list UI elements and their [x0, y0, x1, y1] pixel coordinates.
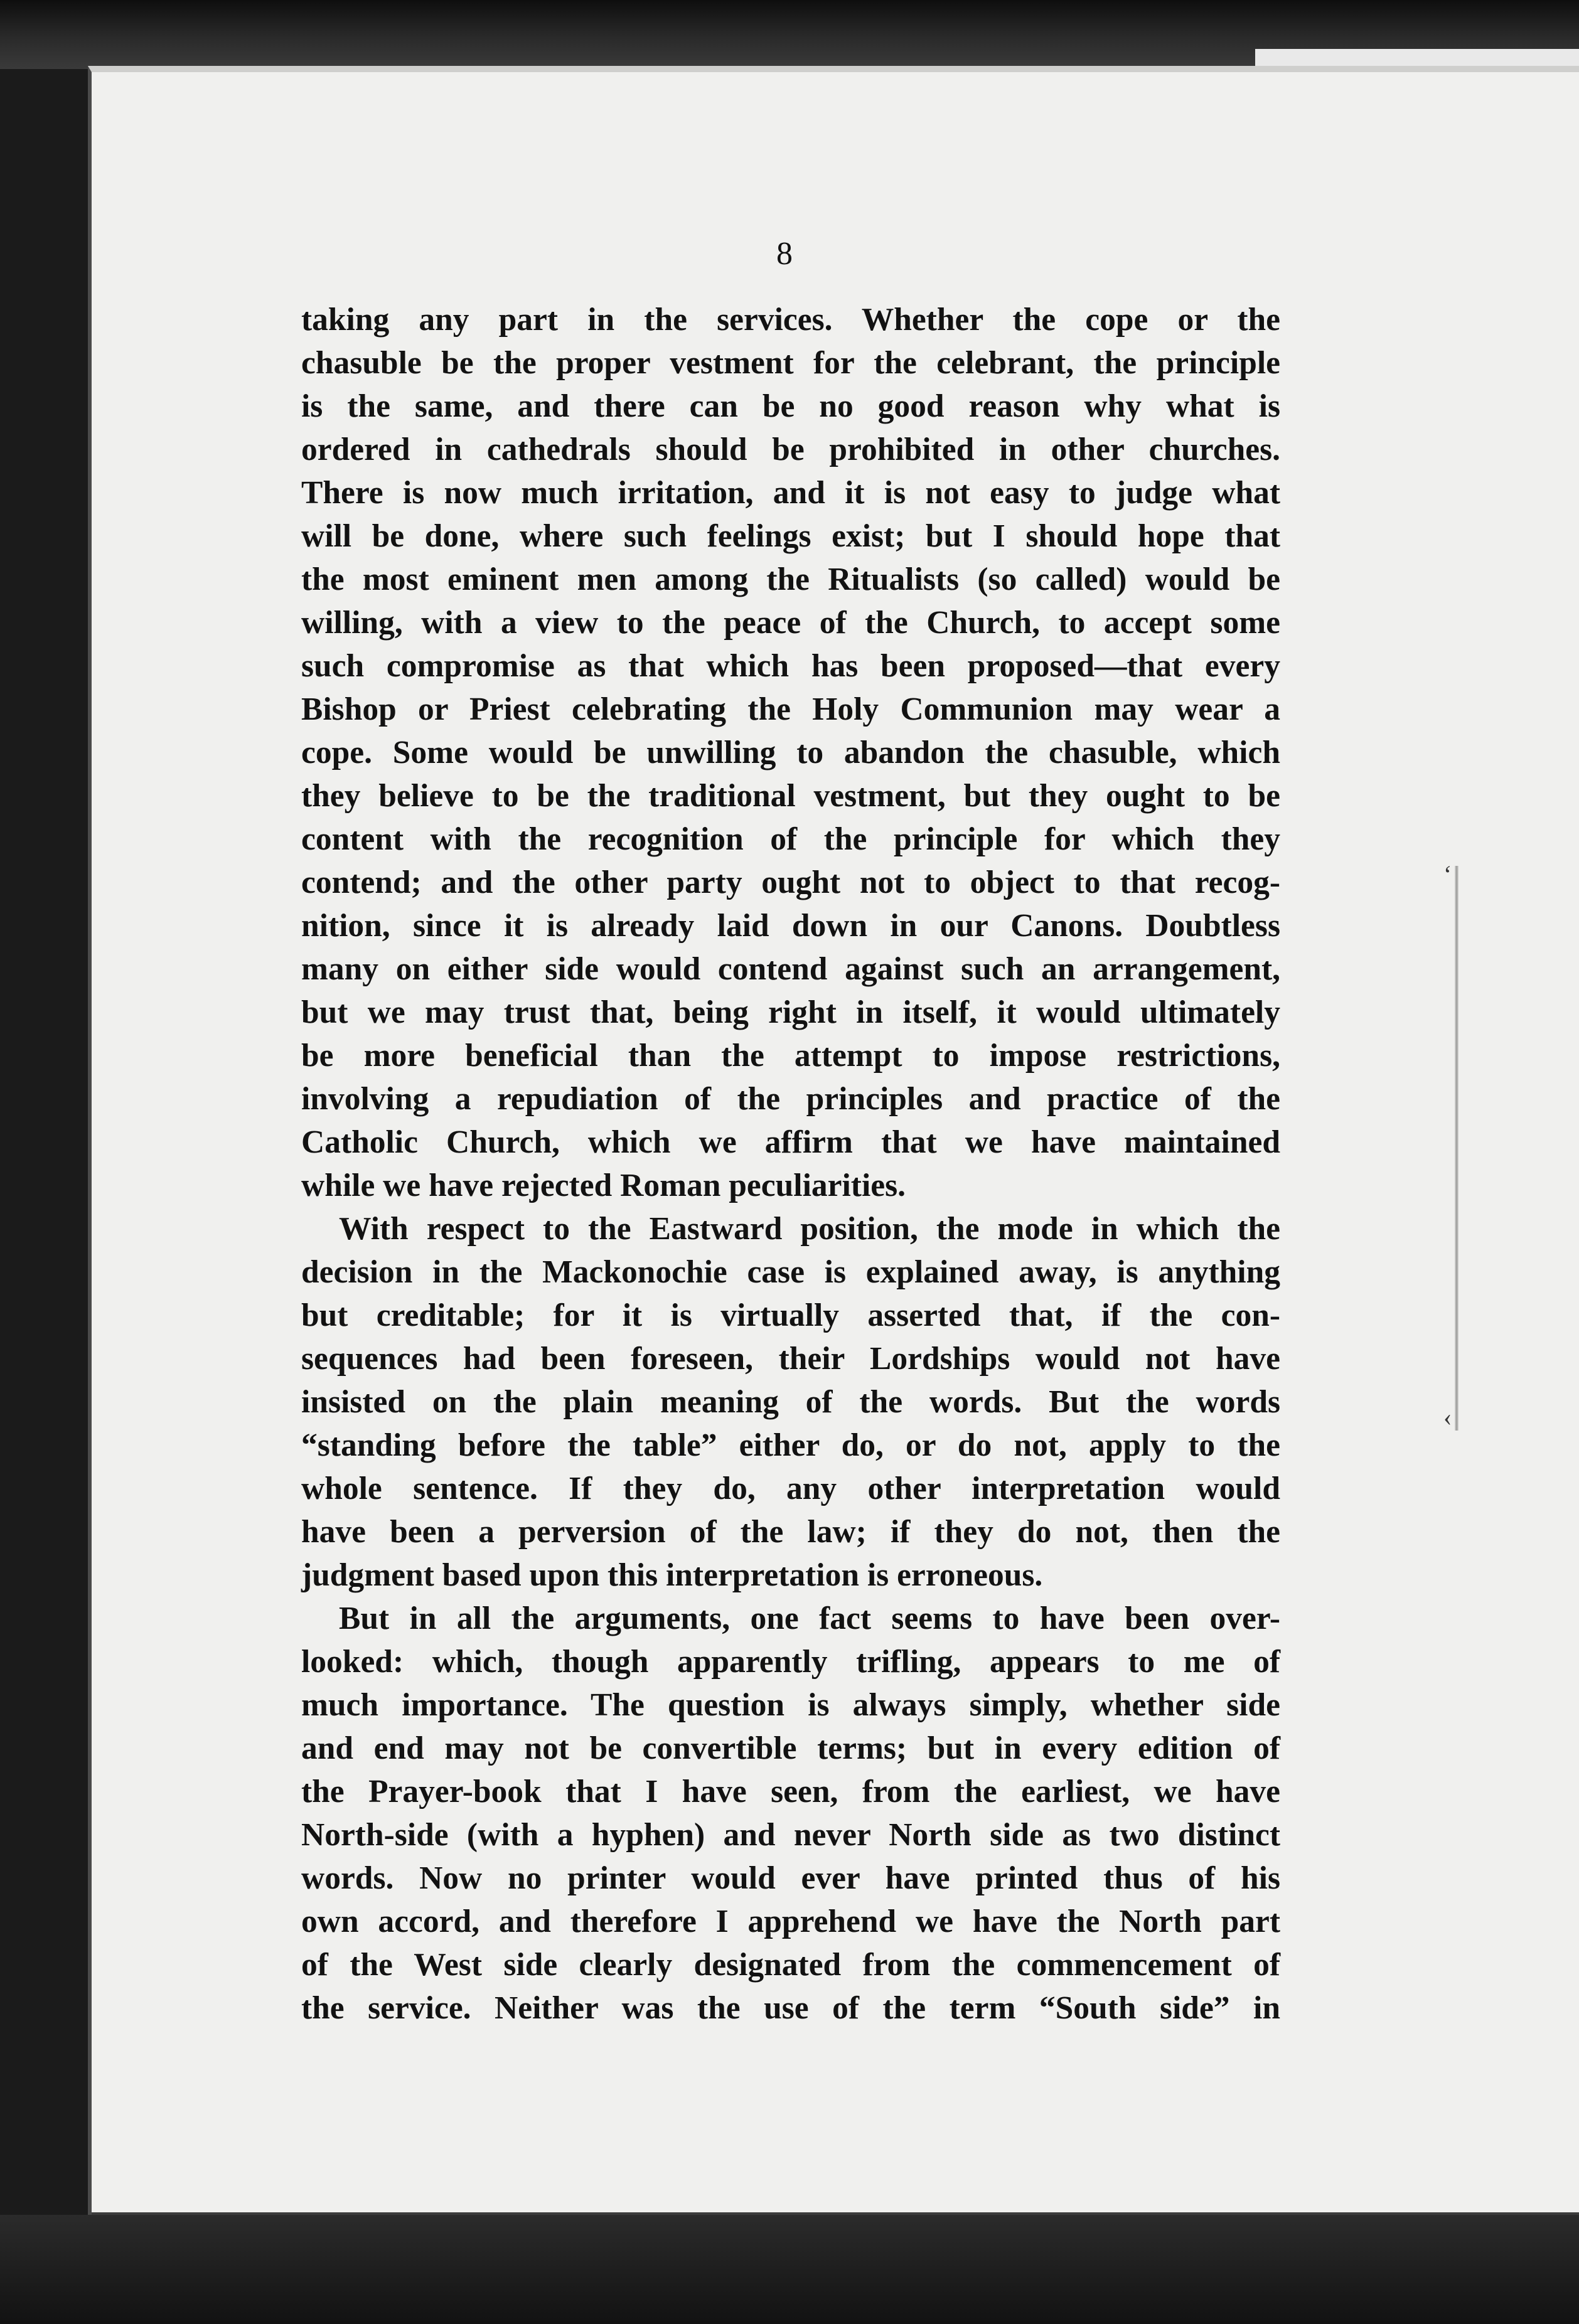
text-line: decision in the Mackonochie case is explained away, is anything [301, 1254, 1280, 1290]
text-line: There is now much irritation, and it is not easy to judge what [301, 475, 1280, 511]
text-line: such compromise as that which has been proposed—that every [301, 648, 1280, 684]
text-line: Bishop or Priest celebrating the Holy Communion may wear a [301, 691, 1280, 727]
text-line: judgment based upon this interpretation is erroneous. [301, 1557, 1043, 1593]
text-line: involving a repudiation of the principles and practice of the [301, 1081, 1280, 1117]
text-line: of the West side clearly designated from the commencement of [301, 1947, 1280, 1983]
scan-bottom-border [0, 2215, 1579, 2324]
text-line: will be done, where such feelings exist; but I should hope that [301, 518, 1280, 554]
text-line: sequences had been foreseen, their Lordships would not have [301, 1341, 1280, 1377]
text-line: North-side (with a hyphen) and never North side as two distinct [301, 1817, 1280, 1853]
text-line: the service. Neither was the use of the term “South side” in [301, 1990, 1280, 2026]
page-fold-crease [1455, 866, 1459, 1431]
text-line: taking any part in the services. Whether the cope or the [301, 302, 1280, 338]
fold-mark-top: ‘ [1443, 860, 1452, 888]
text-line: cope. Some would be unwilling to abandon the chasuble, which [301, 735, 1280, 770]
text-line: Catholic Church, which we affirm that we have maintained [301, 1124, 1280, 1160]
text-line: But in all the arguments, one fact seems to have been over- [339, 1601, 1280, 1636]
text-line: have been a perversion of the law; if they do not, then the [301, 1514, 1280, 1550]
text-line: the most eminent men among the Ritualists (so called) would be [301, 562, 1280, 597]
text-line: and end may not be convertible terms; but in every edition of [301, 1730, 1280, 1766]
text-line: be more beneficial than the attempt to impose restrictions, [301, 1038, 1280, 1074]
body-text [301, 298, 1280, 2030]
text-line: they believe to be the traditional vestment, but they ought to be [301, 778, 1280, 814]
text-line: words. Now no printer would ever have printed thus of his [301, 1860, 1280, 1896]
text-line: much importance. The question is always simply, whether side [301, 1687, 1280, 1723]
text-line: ordered in cathedrals should be prohibited in other churches. [301, 432, 1280, 467]
text-line: content with the recognition of the principle for which they [301, 821, 1280, 857]
text-line: willing, with a view to the peace of the Church, to accept some [301, 605, 1280, 641]
text-line: looked: which, though apparently trifling, appears to me of [301, 1644, 1280, 1680]
fold-mark-bottom: ‹ [1443, 1403, 1452, 1431]
text-line: contend; and the other party ought not to object to that recog- [301, 865, 1280, 900]
text-line: nition, since it is already laid down in our Canons. Doubtless [301, 908, 1280, 944]
page-number: 8 [776, 236, 793, 272]
text-line: but creditable; for it is virtually asserted that, if the con- [301, 1298, 1280, 1333]
text-line: while we have rejected Roman peculiarities. [301, 1168, 906, 1203]
text-line: chasuble be the proper vestment for the celebrant, the principle [301, 345, 1280, 381]
text-line: many on either side would contend against such an arrangement, [301, 951, 1280, 987]
text-line: but we may trust that, being right in itself, it would ultimately [301, 994, 1280, 1030]
text-line: whole sentence. If they do, any other interpretation would [301, 1471, 1280, 1506]
text-line: insisted on the plain meaning of the words. But the words [301, 1384, 1280, 1420]
text-line: With respect to the Eastward position, the mode in which the [339, 1211, 1280, 1247]
text-line: own accord, and therefore I apprehend we have the North part [301, 1904, 1280, 1939]
text-line: is the same, and there can be no good reason why what is [301, 388, 1280, 424]
text-line: “standing before the table” either do, or do not, apply to the [301, 1427, 1280, 1463]
text-line: the Prayer-book that I have seen, from the earliest, we have [301, 1774, 1280, 1810]
